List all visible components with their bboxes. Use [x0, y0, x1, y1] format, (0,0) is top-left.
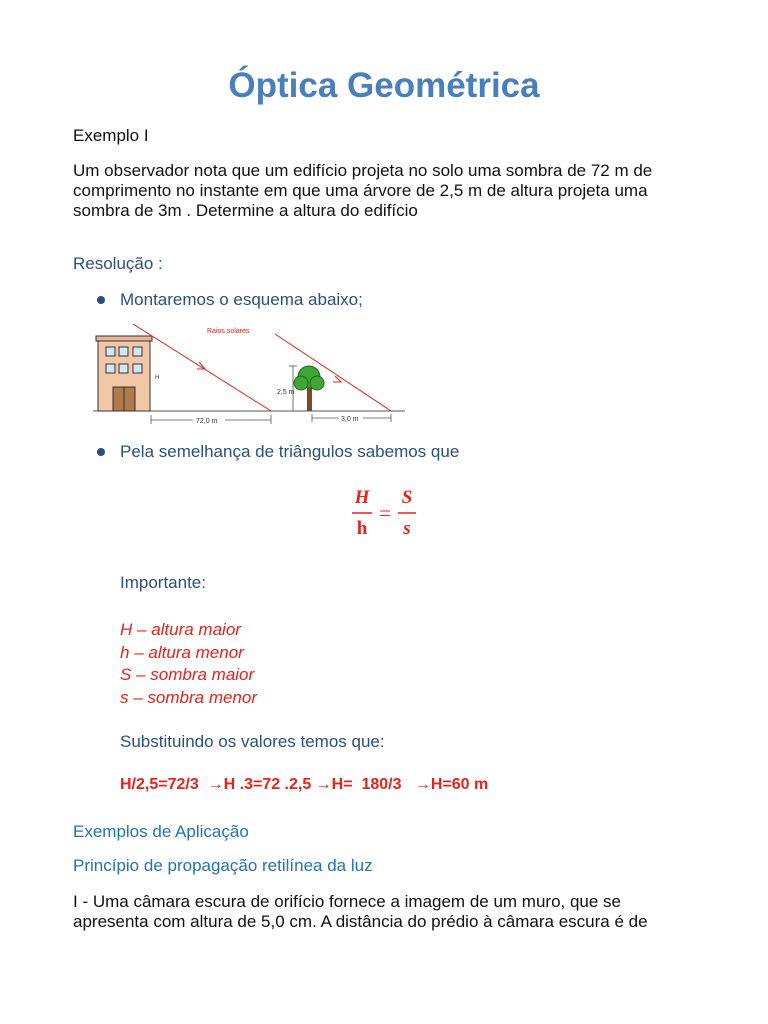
formula-h: h — [356, 518, 368, 539]
page-title: Óptica Geométrica — [228, 66, 540, 105]
resolution-label: Resolução : — [73, 254, 163, 273]
sun-ray — [133, 324, 271, 411]
definition-item: s – sombra menor — [120, 687, 258, 707]
question-line: I - Uma câmara escura de orifício fornece a imagem de um muro, que se — [73, 892, 622, 911]
sun-ray — [275, 334, 391, 411]
problem-statement — [73, 161, 703, 221]
problem-line: Um observador nota que um edifício projeta no solo uma sombra de 72 m de — [73, 161, 653, 180]
problem-line: comprimento no instante em que uma árvore de 2,5 m de altura projeta uma — [73, 181, 648, 200]
building-shadow-label: 72,0 m — [196, 418, 218, 425]
substitute-label: Substituindo os valores temos que: — [120, 732, 385, 751]
applications-heading: Exemplos de Aplicação — [73, 822, 249, 841]
definition-item: S – sombra maior — [120, 665, 255, 684]
problem-line: sombra de 3m . Determine a altura do edifício — [73, 201, 418, 220]
tree-shadow-label: 3,0 m — [341, 416, 359, 423]
bullet-dot — [97, 448, 105, 456]
tree-icon — [294, 366, 324, 411]
formula-equals: = — [379, 501, 391, 525]
tree-height-label: 2,5 m — [277, 389, 295, 396]
question-line: apresenta com altura de 5,0 cm. A distância do prédio à câmara escura é de — [73, 912, 648, 931]
definition-item: h – altura menor — [120, 642, 244, 662]
formula-H: H — [354, 487, 370, 508]
bullet-dot — [97, 296, 105, 304]
building-icon — [96, 336, 152, 411]
principle-heading: Princípio de propagação retilínea da luz — [73, 856, 373, 875]
proportion-formula — [350, 484, 420, 542]
formula-S: S — [401, 487, 413, 508]
formula-s: s — [403, 518, 411, 539]
definition-item: H – altura maior — [120, 620, 241, 639]
definitions-list — [120, 619, 257, 709]
shadow-diagram — [93, 320, 405, 428]
important-label: Importante: — [120, 573, 206, 592]
question-text — [73, 892, 713, 932]
bullet-item-scheme: Montaremos o esquema abaixo; — [120, 290, 363, 309]
bullet-item-similarity: Pela semelhança de triângulos sabemos que — [120, 442, 460, 461]
calculation-result: H/2,5=72/3 →H .3=72 .2,5 →H= 180/3 →H=60 m — [120, 776, 489, 793]
rays-label: Raios solares — [207, 328, 250, 335]
building-height-label: H — [155, 375, 160, 381]
example-label: Exemplo I — [73, 126, 149, 145]
